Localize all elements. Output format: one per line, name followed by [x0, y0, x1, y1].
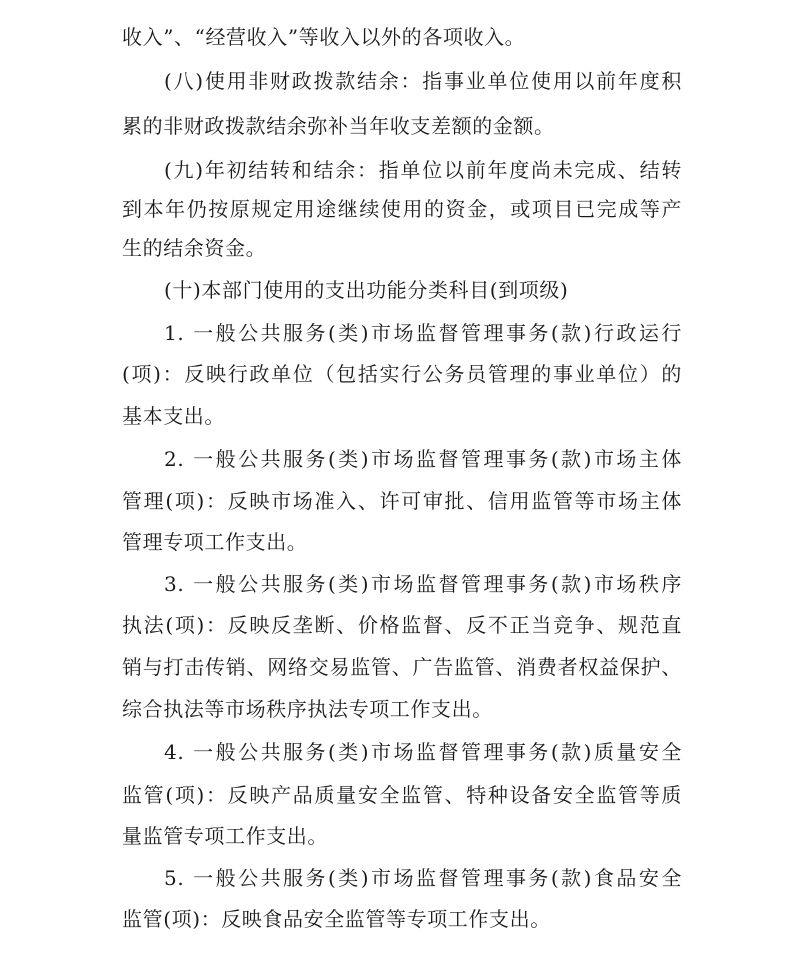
text-line: 综合执法等市场秩序执法专项工作支出。 [122, 697, 493, 721]
text-line: 2. 一般公共服务(类)市场监督管理事务(款)市场主体 [164, 447, 682, 471]
text-line: 执法(项)：反映反垄断、价格监督、反不正当竞争、规范直 [122, 613, 682, 637]
text-line: 管理(项)：反映市场准入、许可审批、信用监管等市场主体 [122, 489, 682, 513]
text-line: 销与打击传销、网络交易监管、广告监管、消费者权益保护、 [122, 655, 682, 679]
text-line: 3. 一般公共服务(类)市场监督管理事务(款)市场秩序 [164, 572, 682, 596]
text-line: 量监管专项工作支出。 [122, 824, 328, 848]
text-line: 1. 一般公共服务(类)市场监督管理事务(款)行政运行 [164, 321, 682, 345]
text-line: 管理专项工作支出。 [122, 530, 308, 554]
text-line: 监管(项)：反映产品质量安全监管、特种设备安全监管等质 [122, 783, 682, 807]
text-line: 累的非财政拨款结余弥补当年收支差额的金额。 [122, 114, 555, 138]
text-line: 收入”、“经营收入”等收入以外的各项收入。 [122, 25, 526, 49]
text-line: 5. 一般公共服务(类)市场监督管理事务(款)食品安全 [164, 866, 682, 890]
text-line: (八)使用非财政拨款结余：指事业单位使用以前年度积 [164, 69, 682, 93]
text-line: 4. 一般公共服务(类)市场监督管理事务(款)质量安全 [164, 740, 682, 764]
text-line: (九)年初结转和结余：指单位以前年度尚未完成、结转 [164, 158, 682, 182]
text-line: 生的结余资金。 [122, 236, 267, 260]
text-line: (项)：反映行政单位（包括实行公务员管理的事业单位）的 [122, 362, 682, 386]
text-line: 基本支出。 [122, 404, 225, 428]
text-line: 到本年仍按原规定用途继续使用的资金，或项目已完成等产 [122, 197, 682, 221]
text-line: 监管(项)：反映食品安全监管等专项工作支出。 [122, 907, 551, 931]
text-line: (十)本部门使用的支出功能分类科目(到项级) [164, 278, 569, 302]
